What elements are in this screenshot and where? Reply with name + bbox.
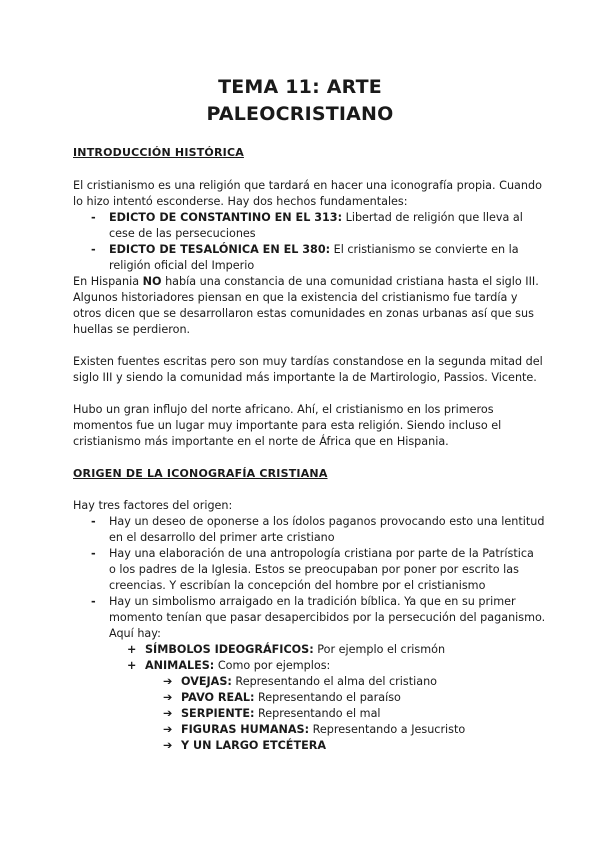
paragraph-line: Hay tres factores del origen: [73, 499, 233, 512]
paragraph-line: El cristianismo es una religión que tardará en hacer una iconografía propia. Cuando [73, 179, 542, 192]
list-item-text: Libertad de religión que lleva al [342, 211, 523, 224]
nested-list-item-text: Representando el mal [254, 707, 381, 720]
nested-list-item-text: Representando a Jesucristo [309, 723, 466, 736]
nested-list-item: Y UN LARGO ETCÉTERA [181, 739, 327, 752]
sub-list-item-bold: SÍMBOLOS IDEOGRÁFICOS: [145, 643, 314, 656]
plus-bullet: + [127, 643, 137, 656]
list-item-continuation: cese de las persecuciones [109, 227, 256, 240]
text-run-bold: NO [142, 275, 162, 288]
arrow-bullet-icon: ➔ [163, 723, 173, 736]
list-item [109, 210, 523, 226]
nested-list-item-text: Representando el paraíso [254, 691, 401, 704]
text-run: En Hispania [73, 275, 143, 288]
sub-list-item-text: Como por ejemplos: [214, 659, 331, 672]
list-item-continuation: o los padres de la Iglesia. Estos se preocupaban por poner por escrito las [109, 563, 519, 576]
paragraph-line: lo hizo intentó esconderse. Hay dos hechos fundamentales: [73, 195, 408, 208]
nested-list-item [181, 706, 381, 722]
list-item: Hay una elaboración de una antropología cristiana por parte de la Patrística [109, 547, 534, 560]
arrow-bullet-icon: ➔ [163, 691, 173, 704]
list-item-bold: EDICTO DE CONSTANTINO EN EL 313: [109, 211, 343, 224]
arrow-bullet-icon: ➔ [163, 739, 173, 752]
title-line-1: TEMA 11: ARTE [218, 76, 382, 98]
paragraph-line: momentos fue un lugar muy importante para esta religión. Siendo incluso el [73, 419, 502, 432]
title-line-2: PALEOCRISTIANO [206, 103, 394, 125]
sub-list-item-text: Por ejemplo el crismón [313, 643, 446, 656]
sub-list-item [145, 658, 330, 674]
paragraph-line: cristianismo más importante en el norte de África que en Hispania. [73, 435, 449, 448]
paragraph-line: Algunos historiadores piensan en que la existencia del cristianismo fue tardía y [73, 291, 518, 304]
list-item-continuation: Aquí hay: [109, 627, 161, 640]
list-item-continuation: religión oficial del Imperio [109, 259, 255, 272]
nested-list-item [181, 690, 401, 706]
nested-list-item-bold: OVEJAS: [181, 675, 232, 688]
list-item [109, 242, 519, 258]
paragraph-line: Hubo un gran influjo del norte africano. Ahí, el cristianismo en los primeros [73, 403, 494, 416]
list-item-continuation: creencias. Y escribían la concepción del hombre por el cristianismo [109, 579, 486, 592]
dash-bullet: - [91, 243, 96, 256]
dash-bullet: - [91, 515, 96, 528]
text-run: había una constancia de una comunidad cristiana hasta el siglo III. [161, 275, 539, 288]
list-item-continuation: momento tenían que pasar desapercibidos por la persecución del paganismo. [109, 611, 546, 624]
sub-list-item-bold: ANIMALES: [145, 659, 215, 672]
dash-bullet: - [91, 211, 96, 224]
nested-list-item-bold: PAVO REAL: [181, 691, 255, 704]
list-item-bold: EDICTO DE TESALÓNICA EN EL 380: [109, 243, 331, 256]
list-item-continuation: en el desarrollo del primer arte cristiano [109, 531, 335, 544]
nested-list-item-text: Representando el alma del cristiano [231, 675, 438, 688]
list-item: Hay un deseo de oponerse a los ídolos paganos provocando esto una lentitud [109, 515, 545, 528]
section-heading-origin: ORIGEN DE LA ICONOGRAFÍA CRISTIANA [73, 467, 328, 480]
nested-list-item [181, 674, 437, 690]
arrow-bullet-icon: ➔ [163, 707, 173, 720]
paragraph-line: otros dicen que se desarrollaron estas comunidades en zonas urbanas así que sus [73, 307, 534, 320]
section-heading-intro: INTRODUCCIÓN HISTÓRICA [73, 146, 244, 159]
paragraph-line [73, 274, 539, 290]
dash-bullet: - [91, 547, 96, 560]
nested-list-item-bold: FIGURAS HUMANAS: [181, 723, 310, 736]
nested-list-item [181, 722, 465, 738]
dash-bullet: - [91, 595, 96, 608]
arrow-bullet-icon: ➔ [163, 675, 173, 688]
paragraph-line: Existen fuentes escritas pero son muy tardías constandose en la segunda mitad del [73, 355, 543, 368]
sub-list-item [145, 642, 445, 658]
list-item-text: El cristianismo se convierte en la [330, 243, 519, 256]
nested-list-item-bold: SERPIENTE: [181, 707, 255, 720]
paragraph-line: huellas se perdieron. [73, 323, 191, 336]
paragraph-line: siglo III y siendo la comunidad más importante la de Martirologio, Passios. Vicente. [73, 371, 537, 384]
plus-bullet: + [127, 659, 137, 672]
list-item: Hay un simbolismo arraigado en la tradición bíblica. Ya que en su primer [109, 595, 516, 608]
